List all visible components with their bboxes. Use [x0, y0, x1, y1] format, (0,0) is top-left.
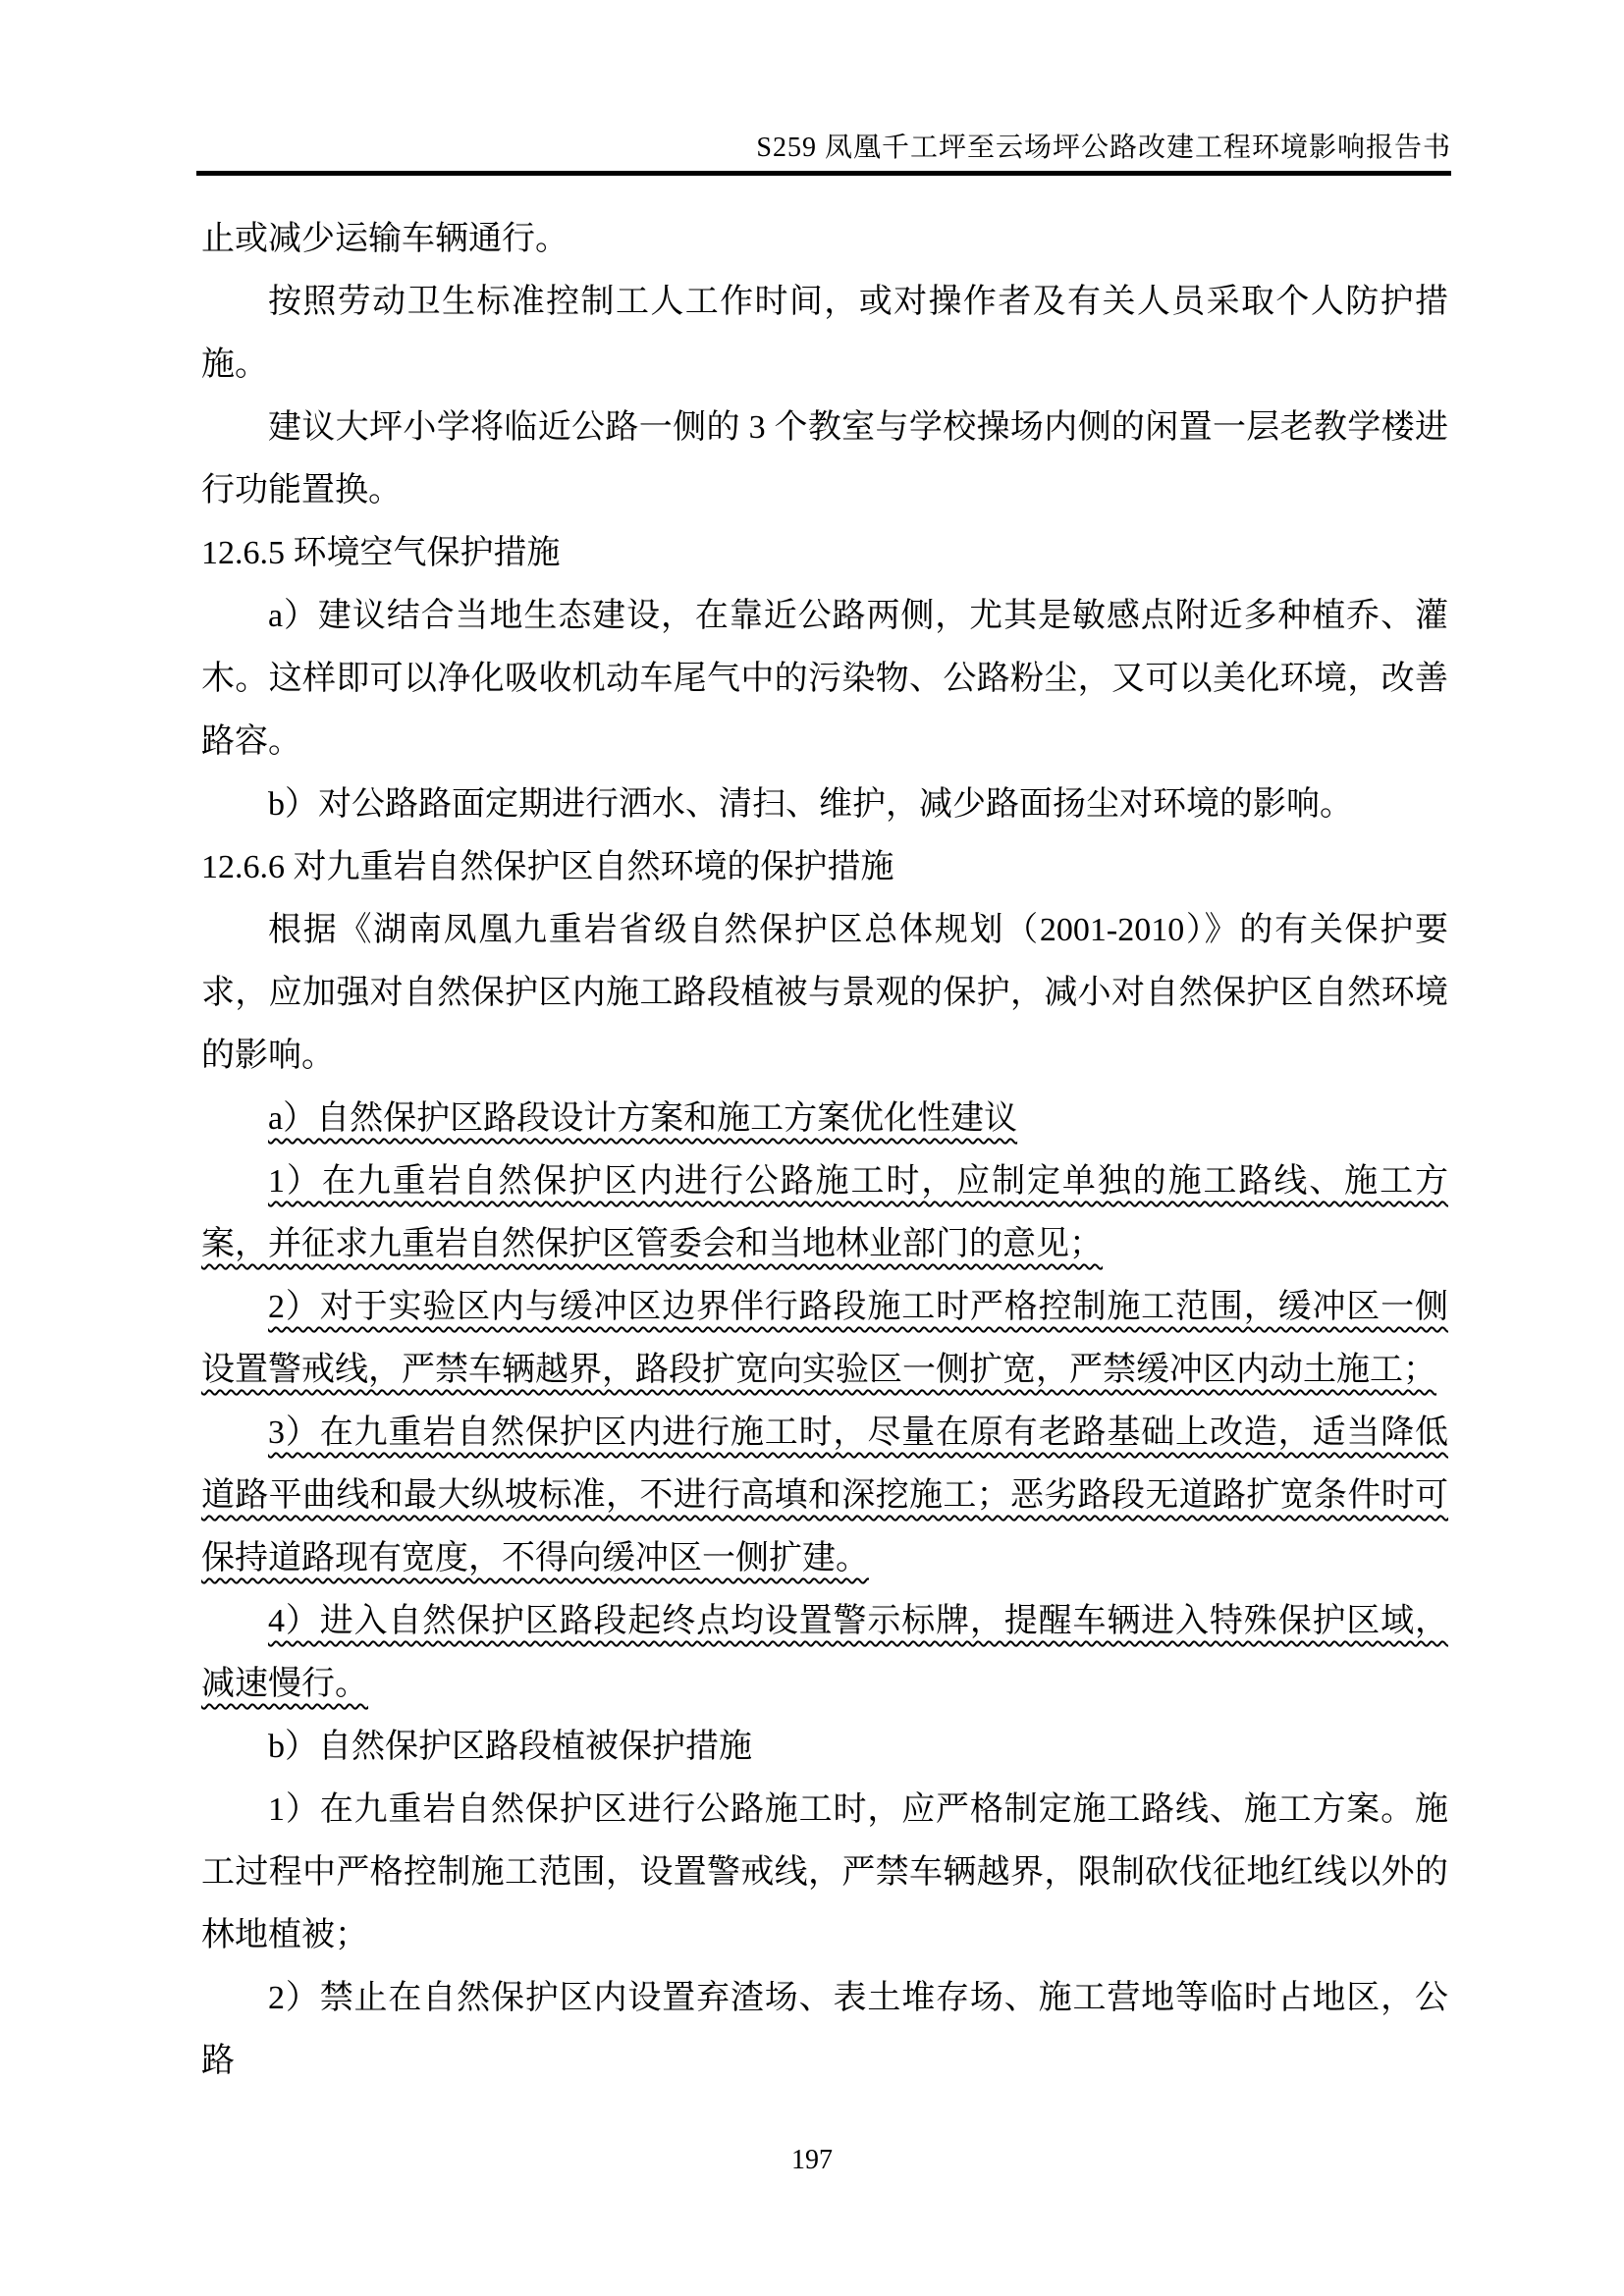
header-title: S259 凤凰千工坪至云场坪公路改建工程环境影响报告书	[756, 133, 1451, 163]
paragraph: a）自然保护区路段设计方案和施工方案优化性建议	[268, 1100, 1018, 1137]
paragraph: 根据《湖南凤凰九重岩省级自然保护区总体规划（2001-2010）》的有关保护要求，应加强对自然保护区内施工路段植被与景观的保护，减小对自然保护区自然环境的影响。	[201, 912, 1448, 1074]
page-number: 197	[791, 2145, 833, 2175]
paragraph: 建议大坪小学将临近公路一侧的 3 个教室与学校操场内侧的闲置一层老教学楼进行功能置换。	[201, 409, 1448, 508]
paragraph: 4）进入自然保护区路段起终点均设置警示标牌，提醒车辆进入特殊保护区域，减速慢行。	[201, 1603, 1448, 1702]
paragraph: 2）禁止在自然保护区内设置弃渣场、表土堆存场、施工营地等临时占地区，公路	[201, 1980, 1448, 2079]
paragraph: 1）在九重岩自然保护区进行公路施工时，应严格制定施工路线、施工方案。施工过程中严格控制施工范围，设置警戒线，严禁车辆越界，限制砍伐征地红线以外的林地植被；	[201, 1791, 1448, 1953]
page-footer	[0, 2145, 1624, 2176]
section-heading: 12.6.5 环境空气保护措施	[201, 535, 561, 571]
paragraph: 按照劳动卫生标准控制工人工作时间，或对操作者及有关人员采取个人防护措施。	[201, 284, 1448, 383]
paragraph: 3）在九重岩自然保护区内进行施工时，尽量在原有老路基础上改造，适当降低道路平曲线和最大纵坡标准，不进行高填和深挖施工；恶劣路段无道路扩宽条件时可保持道路现有宽度，不得向缓冲区一侧扩建。	[201, 1415, 1448, 1576]
paragraph: 2）对于实验区内与缓冲区边界伴行路段施工时严格控制施工范围，缓冲区一侧设置警戒线，严禁车辆越界，路段扩宽向实验区一侧扩宽，严禁缓冲区内动土施工；	[201, 1289, 1448, 1388]
paragraph: 1）在九重岩自然保护区内进行公路施工时，应制定单独的施工路线、施工方案，并征求九重岩自然保护区管委会和当地林业部门的意见；	[201, 1163, 1448, 1262]
page-header	[196, 132, 1451, 176]
paragraph: a）建议结合当地生态建设，在靠近公路两侧，尤其是敏感点附近多种植乔、灌木。这样即可以净化吸收机动车尾气中的污染物、公路粉尘，又可以美化环境，改善路容。	[201, 598, 1448, 760]
paragraph: b）对公路路面定期进行洒水、清扫、维护，减少路面扬尘对环境的影响。	[268, 786, 1353, 823]
paragraph: 止或减少运输车辆通行。	[201, 221, 568, 257]
section-heading: 12.6.6 对九重岩自然保护区自然环境的保护措施	[201, 849, 894, 885]
paragraph: b）自然保护区路段植被保护措施	[268, 1729, 752, 1765]
document-body	[201, 208, 1448, 2093]
